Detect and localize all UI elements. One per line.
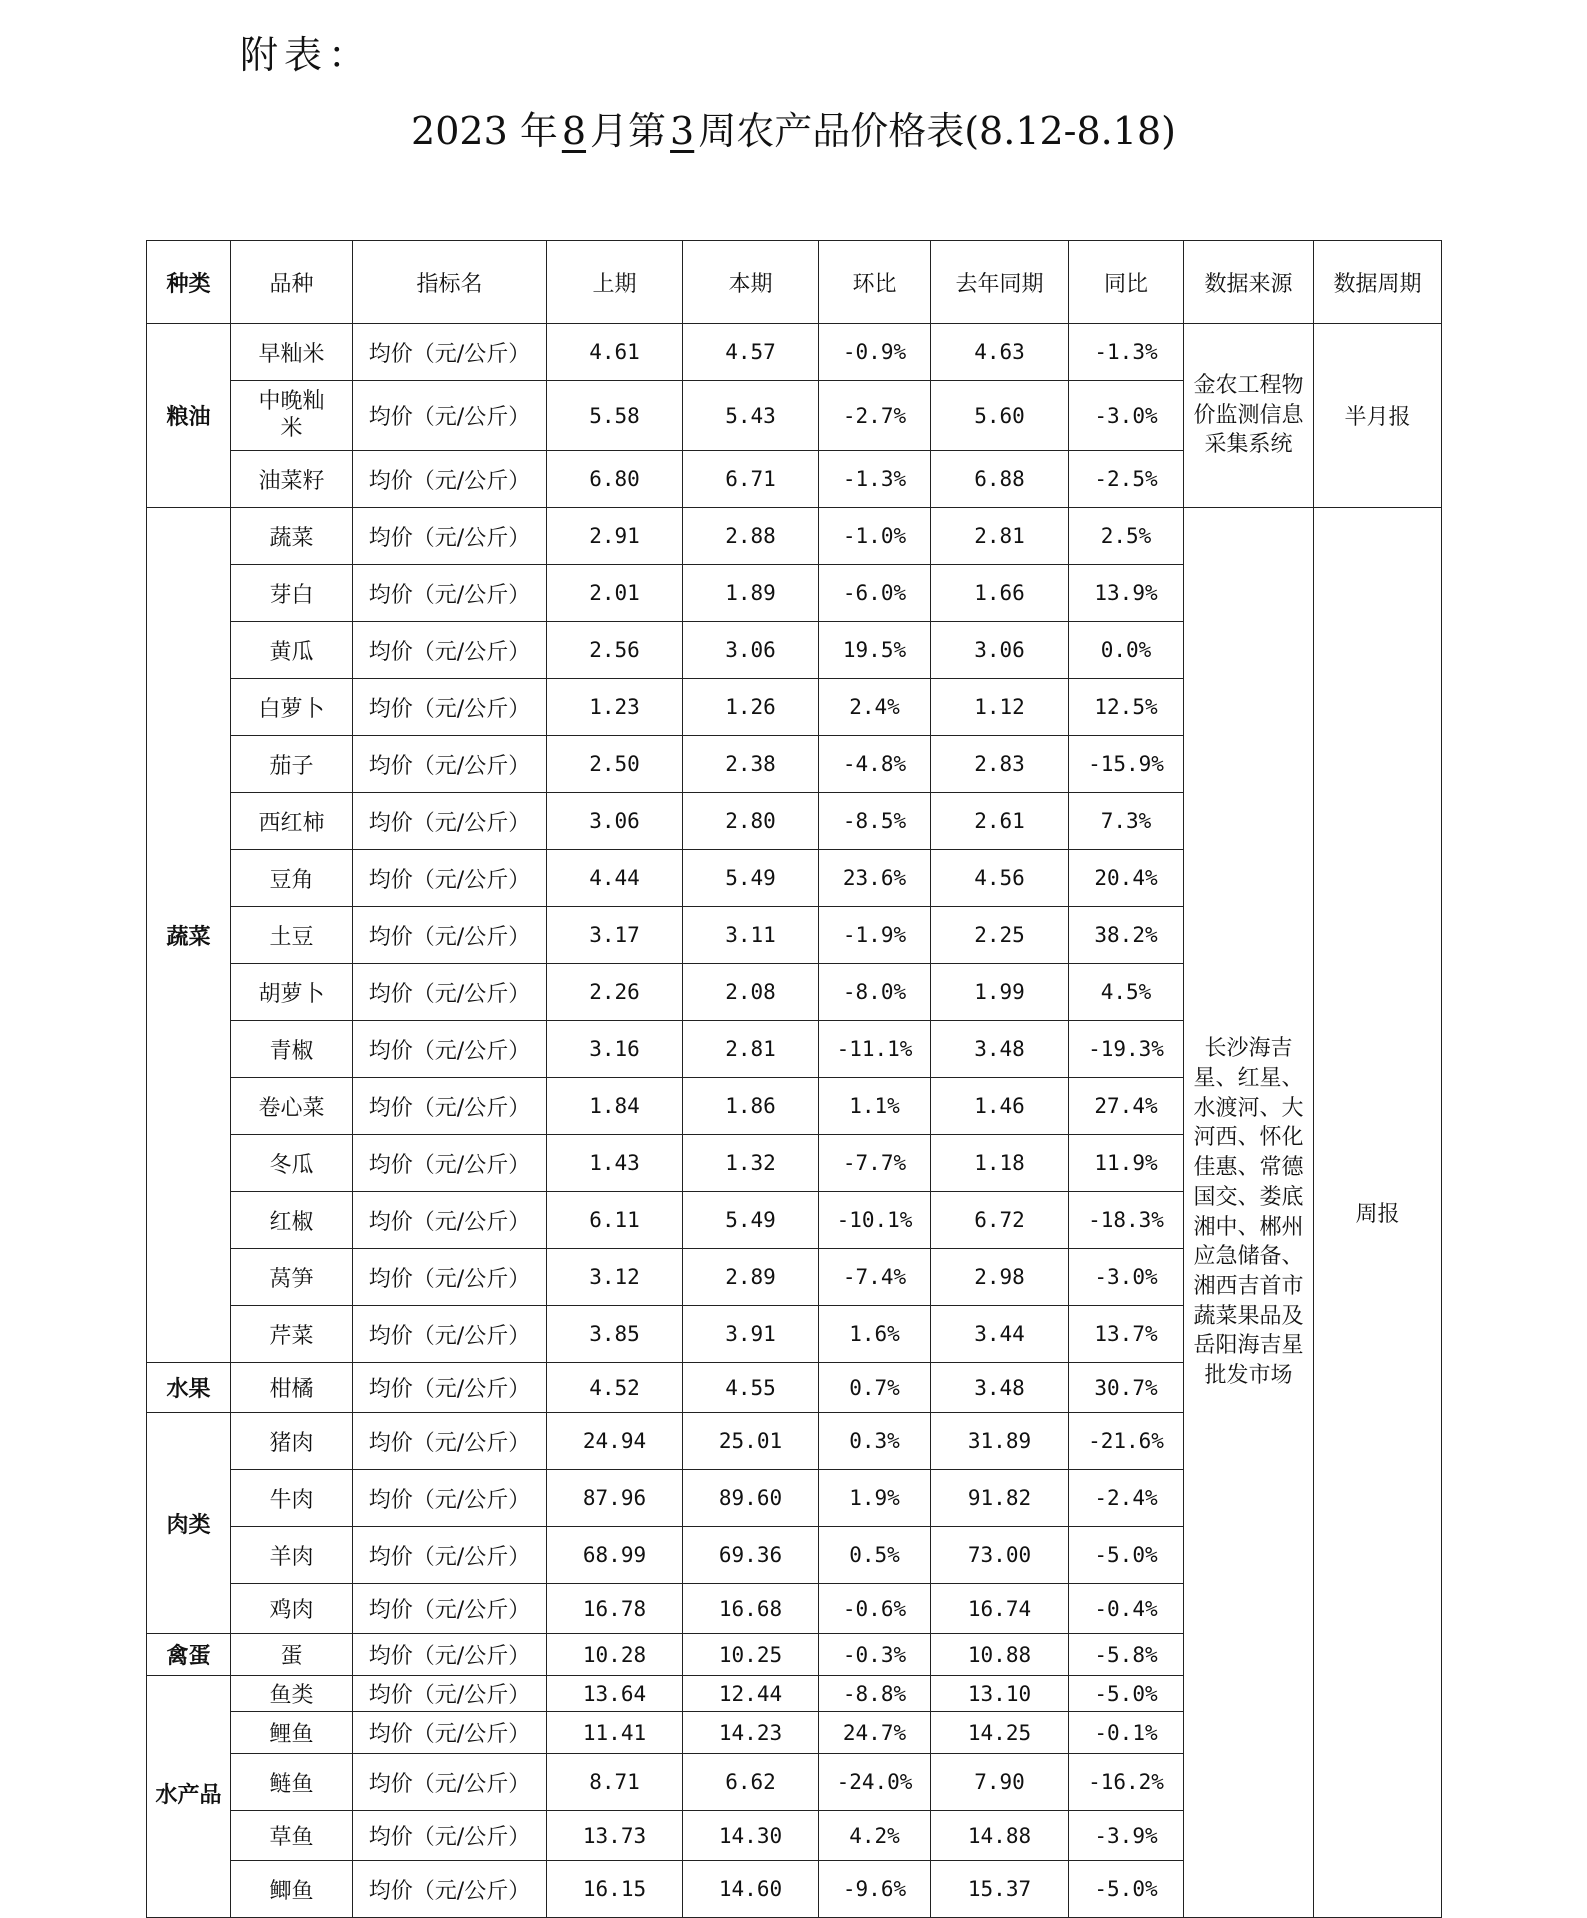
indicator-name: 均价（元/公斤） [353, 324, 547, 381]
variety-name: 芽白 [231, 565, 353, 622]
curr-price: 10.25 [683, 1634, 819, 1676]
yoy-change: -5.0% [1069, 1676, 1184, 1712]
last-year-price: 91.82 [931, 1470, 1069, 1527]
curr-price: 14.60 [683, 1861, 819, 1918]
mom-change: -8.5% [819, 793, 931, 850]
category-grain: 粮油 [147, 324, 231, 508]
curr-price: 6.71 [683, 451, 819, 508]
curr-price: 25.01 [683, 1413, 819, 1470]
prev-price: 4.52 [547, 1363, 683, 1413]
header-category: 种类 [147, 241, 231, 324]
variety-name: 鱼类 [231, 1676, 353, 1712]
mom-change: -2.7% [819, 381, 931, 451]
curr-price: 1.32 [683, 1135, 819, 1192]
yoy-change: -0.1% [1069, 1712, 1184, 1754]
curr-price: 89.60 [683, 1470, 819, 1527]
variety-name: 油菜籽 [231, 451, 353, 508]
mom-change: -11.1% [819, 1021, 931, 1078]
last-year-price: 73.00 [931, 1527, 1069, 1584]
mom-change: 23.6% [819, 850, 931, 907]
yoy-change: 2.5% [1069, 508, 1184, 565]
prev-price: 16.15 [547, 1861, 683, 1918]
indicator-name: 均价（元/公斤） [353, 793, 547, 850]
prev-price: 6.11 [547, 1192, 683, 1249]
mom-change: -0.9% [819, 324, 931, 381]
category-meat: 肉类 [147, 1413, 231, 1634]
last-year-price: 14.25 [931, 1712, 1069, 1754]
curr-price: 1.86 [683, 1078, 819, 1135]
last-year-price: 2.25 [931, 907, 1069, 964]
mom-change: 1.9% [819, 1470, 931, 1527]
indicator-name: 均价（元/公斤） [353, 964, 547, 1021]
prev-price: 87.96 [547, 1470, 683, 1527]
header-period: 数据周期 [1314, 241, 1442, 324]
prev-price: 13.73 [547, 1811, 683, 1861]
prev-price: 3.06 [547, 793, 683, 850]
last-year-price: 2.98 [931, 1249, 1069, 1306]
header-prev: 上期 [547, 241, 683, 324]
indicator-name: 均价（元/公斤） [353, 1811, 547, 1861]
yoy-change: 30.7% [1069, 1363, 1184, 1413]
prev-price: 2.91 [547, 508, 683, 565]
curr-price: 12.44 [683, 1676, 819, 1712]
last-year-price: 10.88 [931, 1634, 1069, 1676]
prev-price: 24.94 [547, 1413, 683, 1470]
header-yoy: 同比 [1069, 241, 1184, 324]
mom-change: -8.0% [819, 964, 931, 1021]
last-year-price: 1.99 [931, 964, 1069, 1021]
variety-name: 茄子 [231, 736, 353, 793]
indicator-name: 均价（元/公斤） [353, 1584, 547, 1634]
header-variety: 品种 [231, 241, 353, 324]
header-mom: 环比 [819, 241, 931, 324]
prev-price: 1.23 [547, 679, 683, 736]
last-year-price: 6.88 [931, 451, 1069, 508]
curr-price: 5.49 [683, 1192, 819, 1249]
mom-change: 0.3% [819, 1413, 931, 1470]
yoy-change: -21.6% [1069, 1413, 1184, 1470]
prev-price: 1.43 [547, 1135, 683, 1192]
variety-name: 白萝卜 [231, 679, 353, 736]
last-year-price: 1.46 [931, 1078, 1069, 1135]
mom-change: 4.2% [819, 1811, 931, 1861]
variety-name: 青椒 [231, 1021, 353, 1078]
last-year-price: 3.48 [931, 1021, 1069, 1078]
variety-name: 早籼米 [231, 324, 353, 381]
variety-name: 蛋 [231, 1634, 353, 1676]
header-source: 数据来源 [1184, 241, 1314, 324]
mom-change: -9.6% [819, 1861, 931, 1918]
prev-price: 3.17 [547, 907, 683, 964]
yoy-change: 20.4% [1069, 850, 1184, 907]
curr-price: 4.55 [683, 1363, 819, 1413]
last-year-price: 4.56 [931, 850, 1069, 907]
data-source-others: 长沙海吉星、红星、水渡河、大河西、怀化佳惠、常德国交、娄底湘中、郴州应急储备、湘西吉首市蔬菜果品及岳阳海吉星批发市场 [1184, 508, 1314, 1918]
curr-price: 16.68 [683, 1584, 819, 1634]
category-fruit: 水果 [147, 1363, 231, 1413]
mom-change: 24.7% [819, 1712, 931, 1754]
indicator-name: 均价（元/公斤） [353, 1712, 547, 1754]
last-year-price: 4.63 [931, 324, 1069, 381]
last-year-price: 5.60 [931, 381, 1069, 451]
last-year-price: 6.72 [931, 1192, 1069, 1249]
indicator-name: 均价（元/公斤） [353, 1078, 547, 1135]
data-period-grain: 半月报 [1314, 324, 1442, 508]
header-indicator: 指标名 [353, 241, 547, 324]
mom-change: -1.3% [819, 451, 931, 508]
yoy-change: -5.0% [1069, 1527, 1184, 1584]
mom-change: -1.0% [819, 508, 931, 565]
mom-change: 1.1% [819, 1078, 931, 1135]
curr-price: 1.89 [683, 565, 819, 622]
indicator-name: 均价（元/公斤） [353, 1634, 547, 1676]
prev-price: 1.84 [547, 1078, 683, 1135]
prev-price: 8.71 [547, 1754, 683, 1811]
variety-name: 柑橘 [231, 1363, 353, 1413]
indicator-name: 均价（元/公斤） [353, 381, 547, 451]
indicator-name: 均价（元/公斤） [353, 1306, 547, 1363]
indicator-name: 均价（元/公斤） [353, 679, 547, 736]
variety-name: 草鱼 [231, 1811, 353, 1861]
variety-name: 鲫鱼 [231, 1861, 353, 1918]
mom-change: -7.4% [819, 1249, 931, 1306]
mom-change: 2.4% [819, 679, 931, 736]
indicator-name: 均价（元/公斤） [353, 1413, 547, 1470]
indicator-name: 均价（元/公斤） [353, 1527, 547, 1584]
category-aqua: 水产品 [147, 1676, 231, 1918]
curr-price: 5.49 [683, 850, 819, 907]
yoy-change: -19.3% [1069, 1021, 1184, 1078]
last-year-price: 1.66 [931, 565, 1069, 622]
mom-change: 0.7% [819, 1363, 931, 1413]
table-row [147, 324, 1442, 381]
indicator-name: 均价（元/公斤） [353, 1192, 547, 1249]
indicator-name: 均价（元/公斤） [353, 1021, 547, 1078]
indicator-name: 均价（元/公斤） [353, 565, 547, 622]
last-year-price: 13.10 [931, 1676, 1069, 1712]
last-year-price: 7.90 [931, 1754, 1069, 1811]
yoy-change: 38.2% [1069, 907, 1184, 964]
variety-name: 牛肉 [231, 1470, 353, 1527]
prev-price: 11.41 [547, 1712, 683, 1754]
variety-name: 红椒 [231, 1192, 353, 1249]
appendix-label: 附表： [240, 33, 373, 77]
curr-price: 3.06 [683, 622, 819, 679]
header-row [147, 241, 1442, 324]
indicator-name: 均价（元/公斤） [353, 1363, 547, 1413]
variety-name: 猪肉 [231, 1413, 353, 1470]
curr-price: 6.62 [683, 1754, 819, 1811]
category-egg: 禽蛋 [147, 1634, 231, 1676]
yoy-change: 4.5% [1069, 964, 1184, 1021]
yoy-change: -3.0% [1069, 381, 1184, 451]
mom-change: -4.8% [819, 736, 931, 793]
indicator-name: 均价（元/公斤） [353, 1249, 547, 1306]
yoy-change: -1.3% [1069, 324, 1184, 381]
last-year-price: 1.18 [931, 1135, 1069, 1192]
prev-price: 13.64 [547, 1676, 683, 1712]
variety-name: 黄瓜 [231, 622, 353, 679]
yoy-change: 13.9% [1069, 565, 1184, 622]
last-year-price: 31.89 [931, 1413, 1069, 1470]
mom-change: -7.7% [819, 1135, 931, 1192]
yoy-change: 13.7% [1069, 1306, 1184, 1363]
category-veg: 蔬菜 [147, 508, 231, 1363]
curr-price: 2.81 [683, 1021, 819, 1078]
last-year-price: 3.48 [931, 1363, 1069, 1413]
last-year-price: 2.61 [931, 793, 1069, 850]
indicator-name: 均价（元/公斤） [353, 1754, 547, 1811]
curr-price: 14.30 [683, 1811, 819, 1861]
yoy-change: -2.4% [1069, 1470, 1184, 1527]
indicator-name: 均价（元/公斤） [353, 736, 547, 793]
yoy-change: -2.5% [1069, 451, 1184, 508]
prev-price: 2.50 [547, 736, 683, 793]
last-year-price: 15.37 [931, 1861, 1069, 1918]
last-year-price: 14.88 [931, 1811, 1069, 1861]
yoy-change: 27.4% [1069, 1078, 1184, 1135]
yoy-change: -5.8% [1069, 1634, 1184, 1676]
curr-price: 2.88 [683, 508, 819, 565]
curr-price: 3.91 [683, 1306, 819, 1363]
prev-price: 16.78 [547, 1584, 683, 1634]
data-source-grain: 金农工程物价监测信息采集系统 [1184, 324, 1314, 508]
indicator-name: 均价（元/公斤） [353, 1470, 547, 1527]
last-year-price: 3.06 [931, 622, 1069, 679]
curr-price: 5.43 [683, 381, 819, 451]
mom-change: 19.5% [819, 622, 931, 679]
title-mid: 月第 [590, 109, 667, 153]
indicator-name: 均价（元/公斤） [353, 1861, 547, 1918]
prev-price: 4.44 [547, 850, 683, 907]
title-month: 8 [561, 109, 587, 153]
indicator-name: 均价（元/公斤） [353, 1676, 547, 1712]
prev-price: 6.80 [547, 451, 683, 508]
indicator-name: 均价（元/公斤） [353, 907, 547, 964]
indicator-name: 均价（元/公斤） [353, 850, 547, 907]
prev-price: 10.28 [547, 1634, 683, 1676]
variety-name: 豆角 [231, 850, 353, 907]
last-year-price: 2.81 [931, 508, 1069, 565]
yoy-change: -0.4% [1069, 1584, 1184, 1634]
yoy-change: -15.9% [1069, 736, 1184, 793]
variety-name: 芹菜 [231, 1306, 353, 1363]
variety-name: 蔬菜 [231, 508, 353, 565]
variety-name: 胡萝卜 [231, 964, 353, 1021]
curr-price: 3.11 [683, 907, 819, 964]
yoy-change: -18.3% [1069, 1192, 1184, 1249]
title-prefix: 2023 年 [411, 109, 558, 153]
variety-name: 土豆 [231, 907, 353, 964]
mom-change: -24.0% [819, 1754, 931, 1811]
mom-change: 0.5% [819, 1527, 931, 1584]
curr-price: 2.80 [683, 793, 819, 850]
variety-name: 羊肉 [231, 1527, 353, 1584]
last-year-price: 2.83 [931, 736, 1069, 793]
yoy-change: 7.3% [1069, 793, 1184, 850]
price-table [146, 240, 1442, 1918]
curr-price: 2.08 [683, 964, 819, 1021]
header-curr: 本期 [683, 241, 819, 324]
indicator-name: 均价（元/公斤） [353, 622, 547, 679]
header-last-year: 去年同期 [931, 241, 1069, 324]
variety-name: 鲢鱼 [231, 1754, 353, 1811]
variety-name: 西红柿 [231, 793, 353, 850]
last-year-price: 1.12 [931, 679, 1069, 736]
mom-change: -6.0% [819, 565, 931, 622]
mom-change: -10.1% [819, 1192, 931, 1249]
variety-name: 冬瓜 [231, 1135, 353, 1192]
prev-price: 2.01 [547, 565, 683, 622]
yoy-change: -3.0% [1069, 1249, 1184, 1306]
yoy-change: 11.9% [1069, 1135, 1184, 1192]
indicator-name: 均价（元/公斤） [353, 508, 547, 565]
prev-price: 68.99 [547, 1527, 683, 1584]
mom-change: -1.9% [819, 907, 931, 964]
yoy-change: -16.2% [1069, 1754, 1184, 1811]
curr-price: 14.23 [683, 1712, 819, 1754]
prev-price: 3.12 [547, 1249, 683, 1306]
last-year-price: 3.44 [931, 1306, 1069, 1363]
prev-price: 4.61 [547, 324, 683, 381]
yoy-change: -5.0% [1069, 1861, 1184, 1918]
curr-price: 2.89 [683, 1249, 819, 1306]
prev-price: 3.16 [547, 1021, 683, 1078]
yoy-change: 12.5% [1069, 679, 1184, 736]
page-title [0, 100, 1587, 155]
yoy-change: -3.9% [1069, 1811, 1184, 1861]
prev-price: 5.58 [547, 381, 683, 451]
data-period-others: 周报 [1314, 508, 1442, 1918]
indicator-name: 均价（元/公斤） [353, 451, 547, 508]
prev-price: 2.56 [547, 622, 683, 679]
mom-change: -0.3% [819, 1634, 931, 1676]
variety-name: 莴笋 [231, 1249, 353, 1306]
mom-change: -0.6% [819, 1584, 931, 1634]
curr-price: 2.38 [683, 736, 819, 793]
table-row [147, 508, 1442, 565]
mom-change: 1.6% [819, 1306, 931, 1363]
indicator-name: 均价（元/公斤） [353, 1135, 547, 1192]
curr-price: 69.36 [683, 1527, 819, 1584]
variety-name: 卷心菜 [231, 1078, 353, 1135]
variety-name: 鲤鱼 [231, 1712, 353, 1754]
curr-price: 4.57 [683, 324, 819, 381]
title-suffix: 周农产品价格表(8.12-8.18) [698, 109, 1176, 153]
last-year-price: 16.74 [931, 1584, 1069, 1634]
prev-price: 3.85 [547, 1306, 683, 1363]
variety-name: 鸡肉 [231, 1584, 353, 1634]
yoy-change: 0.0% [1069, 622, 1184, 679]
prev-price: 2.26 [547, 964, 683, 1021]
mom-change: -8.8% [819, 1676, 931, 1712]
title-week: 3 [670, 109, 695, 153]
curr-price: 1.26 [683, 679, 819, 736]
variety-name: 中晚籼米 [231, 381, 353, 451]
